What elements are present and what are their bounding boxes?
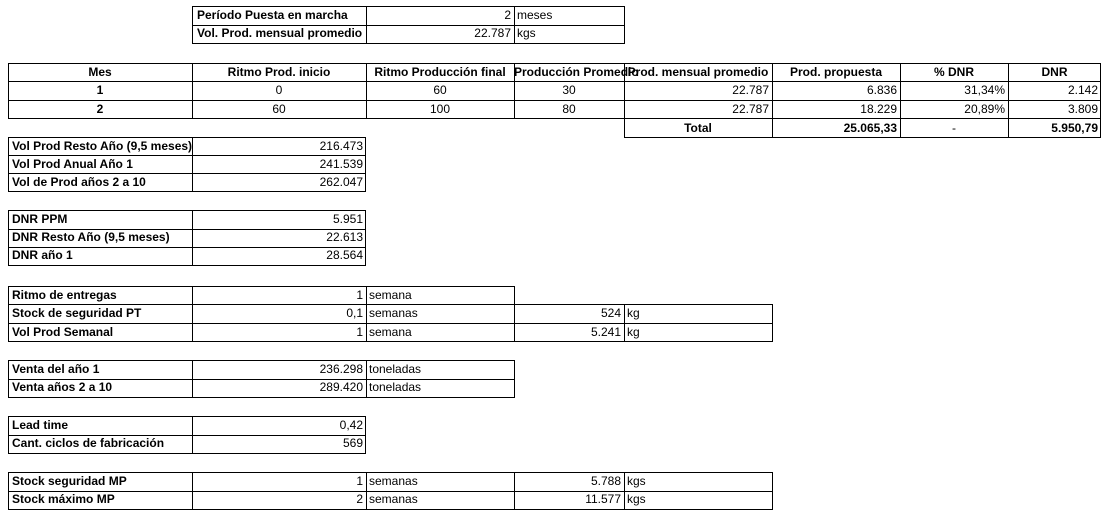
header-produccion-promedio: Producción Promedio	[514, 65, 639, 79]
vol-semanal-label: Vol Prod Semanal	[12, 325, 114, 339]
table-row-2-mes: 2	[96, 102, 104, 116]
stock-maximo-mp-kg-unit: kgs	[627, 492, 646, 506]
vol-anos-label: Vol de Prod años 2 a 10	[12, 175, 146, 189]
header-prod-propuesta: Prod. propuesta	[789, 65, 882, 79]
vol-semanal-value[interactable]: 1	[356, 325, 363, 339]
lead-time-value[interactable]: 0,42	[339, 418, 363, 432]
table-row-1-dnr[interactable]: 2.142	[1067, 83, 1098, 97]
vol-mensual-value[interactable]: 22.787	[474, 26, 511, 40]
vol-anos-value[interactable]: 262.047	[319, 175, 363, 189]
stock-maximo-mp-value[interactable]: 2	[356, 492, 363, 506]
total-prod-propuesta[interactable]: 25.065,33	[843, 121, 897, 135]
dnr-ano1-label: DNR año 1	[12, 248, 73, 262]
table-row-1-ritmo-inicio[interactable]: 0	[275, 83, 283, 97]
vol-anual-label: Vol Prod Anual Año 1	[12, 157, 133, 171]
ciclos-label: Cant. ciclos de fabricación	[12, 436, 165, 450]
stock-maximo-mp-kg[interactable]: 11.577	[585, 492, 621, 506]
vol-anual-value[interactable]: 241.539	[319, 157, 363, 171]
stock-maximo-mp-label: Stock máximo MP	[12, 492, 115, 506]
header-ritmo-inicio: Ritmo Prod. inicio	[227, 65, 331, 79]
total-dnr[interactable]: 5.950,79	[1051, 121, 1098, 135]
stock-seguridad-pt-label: Stock de seguridad PT	[12, 306, 142, 320]
venta-anos-unit: toneladas	[369, 380, 422, 394]
lead-time-label: Lead time	[12, 418, 69, 432]
vol-resto-label: Vol Prod Resto Año (9,5 meses)	[12, 139, 193, 153]
vol-mensual-unit: kgs	[517, 26, 536, 40]
ritmo-entregas-value[interactable]: 1	[356, 288, 363, 302]
stock-maximo-mp-unit: semanas	[369, 492, 418, 506]
table-row-2-prod-mensual[interactable]: 22.787	[732, 102, 769, 116]
dnr-ppm-value[interactable]: 5.951	[332, 212, 363, 226]
table-row-1-prod-mensual[interactable]: 22.787	[732, 83, 769, 97]
ciclos-value[interactable]: 569	[342, 436, 363, 450]
header-ritmo-final: Ritmo Producción final	[374, 65, 506, 79]
stock-seguridad-pt-kg[interactable]: 524	[600, 306, 621, 320]
vol-semanal-kg-unit: kg	[627, 325, 640, 339]
ritmo-entregas-unit: semana	[369, 288, 412, 302]
stock-seguridad-mp-kg-unit: kgs	[627, 474, 646, 488]
header-mes: Mes	[88, 65, 112, 79]
dnr-ppm-label: DNR PPM	[12, 212, 68, 226]
stock-seguridad-mp-kg[interactable]: 5.788	[590, 474, 621, 488]
vol-resto-value[interactable]: 216.473	[319, 139, 363, 153]
venta-anos-label: Venta años 2 a 10	[12, 380, 113, 394]
periodo-value[interactable]: 2	[504, 8, 511, 22]
venta-ano1-label: Venta del año 1	[12, 362, 100, 376]
table-row-1-prod-propuesta[interactable]: 6.836	[866, 83, 897, 97]
venta-ano1-value[interactable]: 236.298	[319, 362, 363, 376]
header-prod-mensual: Prod. mensual promedio	[627, 65, 769, 79]
vol-semanal-unit: semana	[369, 325, 412, 339]
header-dnr: DNR	[1041, 65, 1068, 79]
table-row-2-pct-dnr[interactable]: 20,89%	[964, 102, 1005, 116]
table-row-2-dnr[interactable]: 3.809	[1067, 102, 1098, 116]
venta-anos-value[interactable]: 289.420	[319, 380, 363, 394]
table-row-1-ritmo-final[interactable]: 60	[433, 83, 447, 97]
total-pct-dnr[interactable]: -	[952, 121, 956, 135]
stock-seguridad-mp-unit: semanas	[369, 474, 418, 488]
stock-seguridad-mp-value[interactable]: 1	[356, 474, 363, 488]
table-row-2-ritmo-inicio[interactable]: 60	[272, 102, 286, 116]
table-row-1-prod-promedio[interactable]: 30	[562, 83, 576, 97]
ritmo-entregas-label: Ritmo de entregas	[12, 288, 117, 302]
header-pct-dnr: % DNR	[933, 65, 974, 79]
stock-seguridad-pt-value[interactable]: 0,1	[346, 306, 363, 320]
periodo-unit: meses	[517, 8, 553, 22]
venta-ano1-unit: toneladas	[369, 362, 422, 376]
table-row-1-pct-dnr[interactable]: 31,34%	[964, 83, 1005, 97]
vol-semanal-kg[interactable]: 5.241	[590, 325, 621, 339]
vol-mensual-label: Vol. Prod. mensual promedio	[197, 26, 363, 40]
table-row-2-prod-propuesta[interactable]: 18.229	[860, 102, 897, 116]
table-row-1-mes: 1	[96, 83, 104, 97]
dnr-ano1-value[interactable]: 28.564	[326, 248, 363, 262]
dnr-resto-value[interactable]: 22.613	[326, 230, 363, 244]
table-row-2-prod-promedio[interactable]: 80	[562, 102, 576, 116]
total-label: Total	[684, 121, 712, 135]
table-row-2-ritmo-final[interactable]: 100	[429, 102, 451, 116]
stock-seguridad-pt-unit: semanas	[369, 306, 418, 320]
stock-seguridad-mp-label: Stock seguridad MP	[12, 474, 127, 488]
periodo-label: Período Puesta en marcha	[197, 8, 348, 22]
dnr-resto-label: DNR Resto Año (9,5 meses)	[12, 230, 170, 244]
stock-seguridad-pt-kg-unit: kg	[627, 306, 640, 320]
